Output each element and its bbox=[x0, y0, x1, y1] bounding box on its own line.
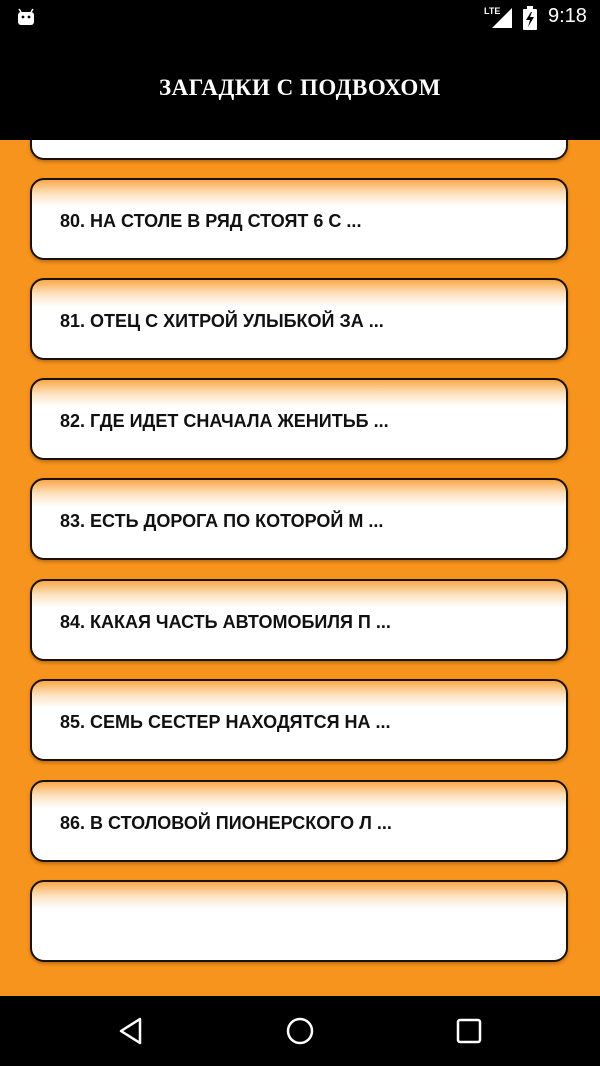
list-item[interactable] bbox=[30, 579, 568, 661]
list-item[interactable] bbox=[30, 780, 568, 862]
list-item-label: 86. В СТОЛОВОЙ ПИОНЕРСКОГО Л ... bbox=[60, 813, 392, 833]
list-item[interactable] bbox=[30, 679, 568, 761]
navigation-bar bbox=[0, 996, 600, 1066]
page-title: ЗАГАДКИ С ПОДВОХОМ bbox=[159, 75, 441, 100]
list-item[interactable] bbox=[30, 378, 568, 460]
clock: 9:18 bbox=[548, 5, 587, 27]
android-icon bbox=[16, 7, 36, 27]
home-icon[interactable] bbox=[283, 1014, 317, 1048]
status-bar bbox=[0, 0, 600, 36]
riddle-list[interactable] bbox=[0, 140, 600, 996]
list-item[interactable] bbox=[30, 478, 568, 560]
back-icon[interactable] bbox=[114, 1014, 148, 1048]
list-item[interactable] bbox=[30, 178, 568, 260]
list-item-label: 84. КАКАЯ ЧАСТЬ АВТОМОБИЛЯ П ... bbox=[60, 612, 391, 632]
list-item[interactable] bbox=[30, 278, 568, 360]
list-item-label: 81. ОТЕЦ С ХИТРОЙ УЛЫБКОЙ ЗА ... bbox=[60, 311, 384, 331]
list-item-label: 82. ГДЕ ИДЕТ СНАЧАЛА ЖЕНИТЬБ ... bbox=[60, 411, 389, 431]
list-item-partial[interactable] bbox=[30, 140, 568, 160]
list-item-label: 85. СЕМЬ СЕСТЕР НАХОДЯТСЯ НА ... bbox=[60, 712, 391, 732]
signal-icon bbox=[490, 8, 512, 28]
list-item-partial[interactable] bbox=[30, 880, 568, 962]
list-item-label: 83. ЕСТЬ ДОРОГА ПО КОТОРОЙ М ... bbox=[60, 511, 384, 531]
battery-charging-icon bbox=[523, 6, 537, 30]
network-type: LTE bbox=[484, 6, 501, 16]
recents-icon[interactable] bbox=[452, 1014, 486, 1048]
app-header bbox=[0, 36, 600, 140]
list-item-label: 80. НА СТОЛЕ В РЯД СТОЯТ 6 С ... bbox=[60, 211, 362, 231]
